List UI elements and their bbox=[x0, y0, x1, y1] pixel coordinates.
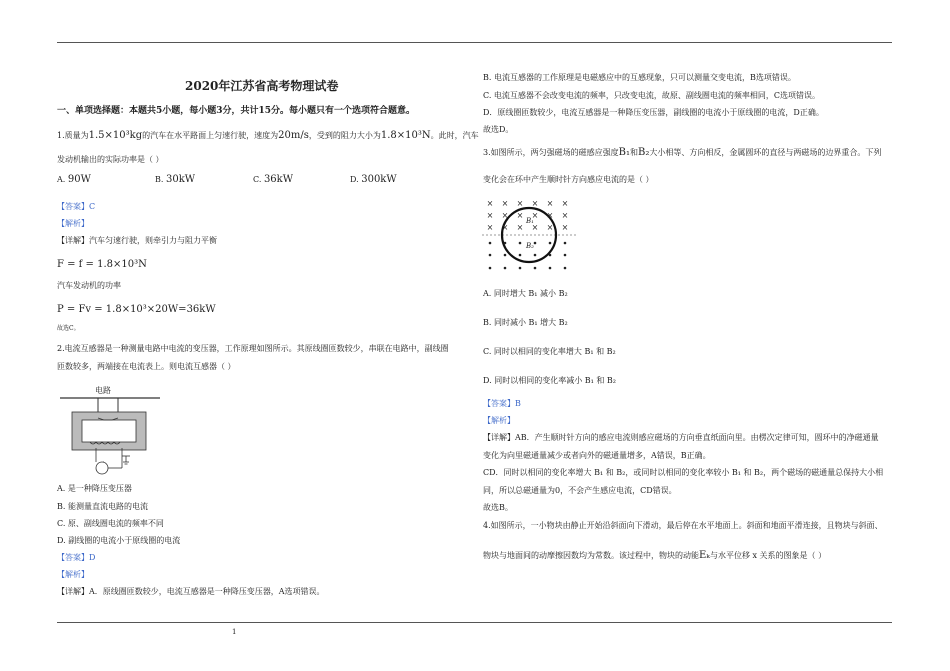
field-cross-mark: × bbox=[561, 199, 569, 208]
field-dot-mark bbox=[519, 267, 522, 270]
q2-cont-end: 故选D。 bbox=[483, 125, 514, 134]
magnetic-field-diagram bbox=[482, 195, 576, 275]
field-cross-mark: × bbox=[486, 211, 494, 220]
field-dot-mark bbox=[564, 242, 567, 245]
q1-analysis: 【解析】 bbox=[57, 219, 89, 228]
q3-option-b: B. 同时减小 B₁ 增大 B₂ bbox=[483, 318, 568, 327]
q2-line2: 匝数较多，两端接在电流表上。则电流互感器（ ） bbox=[57, 362, 236, 371]
field-label-b2: B₂ bbox=[526, 242, 534, 250]
q2-option-c: C. 原、副线圈电流的频率不同 bbox=[57, 519, 164, 528]
field-dot-mark bbox=[564, 267, 567, 270]
field-cross-mark: × bbox=[516, 211, 524, 220]
top-rule bbox=[57, 42, 892, 43]
field-dot-mark bbox=[549, 254, 552, 257]
field-dot-mark bbox=[504, 242, 507, 245]
q3-detail-4: 同，所以总磁通量为0，不会产生感应电流，CD错误。 bbox=[483, 486, 677, 495]
q1-equation-1: F = f = 1.8×10³N bbox=[57, 259, 147, 270]
field-cross-mark: × bbox=[486, 199, 494, 208]
q3-end: 故选B。 bbox=[483, 503, 513, 512]
field-cross-mark: × bbox=[501, 199, 509, 208]
q1-option-b: B. 30kW bbox=[155, 174, 196, 185]
q3-answer: 【答案】B bbox=[483, 399, 521, 408]
field-dot-mark bbox=[504, 254, 507, 257]
field-cross-mark: × bbox=[531, 199, 539, 208]
field-dot-mark bbox=[489, 254, 492, 257]
field-cross-mark: × bbox=[546, 199, 554, 208]
q2-detail: 【详解】A．原线圈匝数较少，电流互感器是一种降压变压器，A选项错误。 bbox=[57, 587, 325, 596]
q2-answer: 【答案】D bbox=[57, 553, 96, 562]
q1-line1: 1.质量为1.5×10³kg的汽车在水平路面上匀速行驶，速度为20m/s，受到的阻力大小为1.8×10³N。此时，汽车 bbox=[57, 130, 479, 141]
field-cross-mark: × bbox=[561, 223, 569, 232]
paper-title: 2020年江苏省高考物理试卷 bbox=[185, 79, 339, 93]
field-cross-mark: × bbox=[501, 211, 509, 220]
q2-option-b: B. 能测量直流电路的电流 bbox=[57, 502, 148, 511]
q3-detail-2: 变化为向里磁通量减少或者向外的磁通量增多，A错误，B正确。 bbox=[483, 451, 711, 460]
field-dot-mark bbox=[504, 267, 507, 270]
q1-answer: 【答案】C bbox=[57, 202, 96, 211]
bottom-rule bbox=[57, 622, 892, 623]
field-label-b1: B₁ bbox=[526, 217, 534, 225]
q1-line2: 发动机输出的实际功率是（ ） bbox=[57, 155, 164, 164]
q1-option-a: A. 90W bbox=[57, 174, 91, 185]
field-dot-mark bbox=[534, 267, 537, 270]
q3-detail-3: CD．同时以相同的变化率增大 B₁ 和 B₂，或同时以相同的变化率较小 B₁ 和 B₂，两个磁场的磁通量总保持大小相 bbox=[483, 468, 884, 477]
q2-option-d: D. 副线圈的电流小于原线圈的电流 bbox=[57, 536, 181, 545]
field-cross-mark: × bbox=[546, 211, 554, 220]
q3-line2: 变化会在环中产生顺时针方向感应电流的是（ ） bbox=[483, 175, 654, 184]
field-dot-mark bbox=[489, 267, 492, 270]
q3-detail-1: 【详解】AB．产生顺时针方向的感应电流则感应磁场的方向垂直纸面向里。由楞次定律可知，圆环中的净磁通量 bbox=[483, 433, 879, 442]
q1-end: 故选C。 bbox=[57, 325, 80, 332]
field-dot-mark bbox=[519, 242, 522, 245]
q3-option-d: D. 同时以相同的变化率减小 B₁ 和 B₂ bbox=[483, 376, 617, 385]
q1-option-d: D. 300kW bbox=[350, 174, 397, 185]
q1-equation-2: P = Fv = 1.8×10³×20W=36kW bbox=[57, 304, 216, 315]
field-cross-mark: × bbox=[501, 223, 509, 232]
q2-cont-c: C. 电流互感器不会改变电流的频率，只改变电流，故原、副线圈电流的频率相同，C选项错误。 bbox=[483, 91, 821, 100]
q2-analysis: 【解析】 bbox=[57, 570, 89, 579]
q2-cont-d: D．原线圈匝数较少，电流互感器是一种降压变压器，副线圈的电流小于原线圈的电流，D正确。 bbox=[483, 108, 824, 117]
field-dot-mark bbox=[489, 242, 492, 245]
q2-cont-b: B. 电流互感器的工作原理是电磁感应中的互感现象，只可以测量交变电流，B选项错误。 bbox=[483, 73, 796, 82]
field-cross-mark: × bbox=[516, 199, 524, 208]
field-dot-mark bbox=[519, 254, 522, 257]
field-dot-mark bbox=[549, 242, 552, 245]
field-dot-mark bbox=[549, 267, 552, 270]
field-cross-mark: × bbox=[531, 211, 539, 220]
q4-line1: 4.如图所示，一小物块由静止开始沿斜面向下滑动，最后停在水平地面上。斜面和地面平滑连接，且物块与斜面、 bbox=[483, 521, 883, 530]
q2-figure-label: 电路 bbox=[95, 386, 111, 395]
q3-option-a: A. 同时增大 B₁ 减小 B₂ bbox=[483, 289, 568, 298]
q3-line1: 3.如图所示，两匀强磁场的磁感应强度B₁和B₂大小相等、方向相反，金属圆环的直径与两磁场的边界重合。下列 bbox=[483, 147, 882, 158]
field-cross-mark: × bbox=[546, 223, 554, 232]
q4-line2: 物块与地面间的动摩擦因数均为常数。该过程中，物块的动能Eₖ与水平位移 x 关系的图象是（ ） bbox=[483, 550, 827, 561]
field-dot-mark bbox=[534, 242, 537, 245]
field-dot-mark bbox=[564, 254, 567, 257]
q2-option-a: A. 是一种降压变压器 bbox=[57, 484, 132, 493]
field-cross-mark: × bbox=[486, 223, 494, 232]
field-cross-mark: × bbox=[531, 223, 539, 232]
q2-line1: 2.电流互感器是一种测量电路中电流的变压器，工作原理如图所示。其原线圈匝数较少，串联在电路中，副线圈 bbox=[57, 344, 449, 353]
q3-option-c: C. 同时以相同的变化率增大 B₁ 和 B₂ bbox=[483, 347, 616, 356]
q1-detail: 【详解】汽车匀速行驶，则牵引力与阻力平衡 bbox=[57, 236, 217, 245]
q1-text-2: 汽车发动机的功率 bbox=[57, 281, 121, 290]
field-dot-mark bbox=[534, 254, 537, 257]
field-cross-mark: × bbox=[561, 211, 569, 220]
field-cross-mark: × bbox=[516, 223, 524, 232]
q1-option-c: C. 36kW bbox=[253, 174, 293, 185]
transformer-diagram bbox=[60, 390, 160, 480]
section-heading: 一、单项选择题：本题共5小题，每小题3分，共计15分。每小题只有一个选项符合题意。 bbox=[57, 106, 416, 116]
q3-analysis: 【解析】 bbox=[483, 416, 515, 425]
page-number: 1 bbox=[232, 628, 237, 636]
